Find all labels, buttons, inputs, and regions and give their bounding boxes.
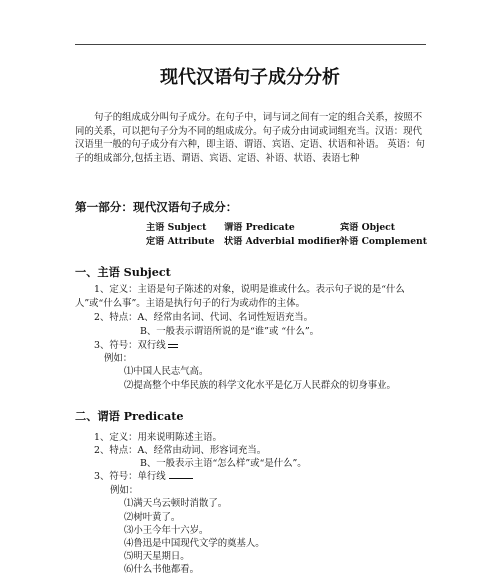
section1-symbol-text: 3、符号：双行线: [94, 340, 166, 351]
document-title: 现代汉语句子成分分析: [160, 67, 340, 88]
section1-symbol: [94, 337, 178, 351]
intro-paragraph: [75, 111, 427, 165]
header-rule: [75, 44, 426, 45]
list-item: ⑷鲁迅是中国现代文学的奠基人。: [124, 538, 265, 549]
section1-definition-text: 1、定义：主语是句子陈述的对象，说明是谁或什么。表示句子说的是“什么人”或“什么事”。主语是执行句子的行为或动作的主体。: [75, 284, 405, 309]
intro-text: 句子的组成成分叫句子成分。在句子中，词与词之间有一定的组合关系，按照不同的关系，可以把句子分为不同的组成成分。句子成分由词或词组充当。汉语：现代汉语里一般的句子成分有六种，即主语、谓语、宾语、定语、状语和补语。 英语：句子的组成部分,包括主语、谓语、宾语、定语、补语、状语、表语七种: [75, 112, 425, 164]
term-subject: 主语 Subject: [146, 222, 207, 233]
list-item: ⑶小王今年十六岁。: [124, 525, 209, 536]
section2-feature-a: 2、特点：A、经常由动词、形容词充当。: [94, 445, 267, 456]
list-item: ⑹什么书他都看。: [124, 564, 200, 575]
single-line-symbol: [169, 471, 193, 479]
section2-symbol: [94, 468, 193, 482]
list-item: ⑵树叶黄了。: [124, 512, 181, 523]
list-item: ⑸明天星期日。: [124, 551, 190, 562]
list-item: ⑴满天乌云顿时消散了。: [124, 498, 228, 509]
list-item: ⑴中国人民志气高。: [124, 366, 209, 377]
section1-heading: 一、主语 Subject: [75, 265, 171, 279]
section1-example-label: 例如：: [104, 353, 133, 364]
section2-feature-b: B、一般表示主语“怎么样”或“是什么”。: [140, 458, 307, 469]
list-item: ⑵提高整个中华民族的科学文化水平是亿万人民群众的切身事业。: [124, 380, 396, 391]
section2-definition: 1、定义：用来说明陈述主语。: [94, 432, 222, 443]
part1-heading: 第一部分：现代汉语句子成分：: [75, 200, 238, 214]
section2-heading: 二、谓语 Predicate: [75, 409, 184, 423]
section2-example-label: 例如：: [110, 485, 139, 496]
term-object: 宾语 Object: [340, 222, 396, 233]
section1-feature-a: 2、特点：A、经常由名词、代词、名词性短语充当。: [94, 312, 313, 323]
term-adverbial: 状语 Adverbial modifier: [224, 235, 341, 247]
section1-feature-b: B、一般表示谓语所说的是“谁”或 “什么”。: [140, 326, 320, 337]
term-predicate: 谓语 Predicate: [224, 222, 295, 233]
term-complement: 补语 Complement: [340, 235, 427, 247]
section1-definition: [75, 283, 427, 310]
section2-symbol-text: 3、符号：单行线: [94, 471, 166, 482]
double-line-symbol: [168, 344, 178, 348]
term-attribute: 定语 Attribute: [146, 235, 215, 247]
